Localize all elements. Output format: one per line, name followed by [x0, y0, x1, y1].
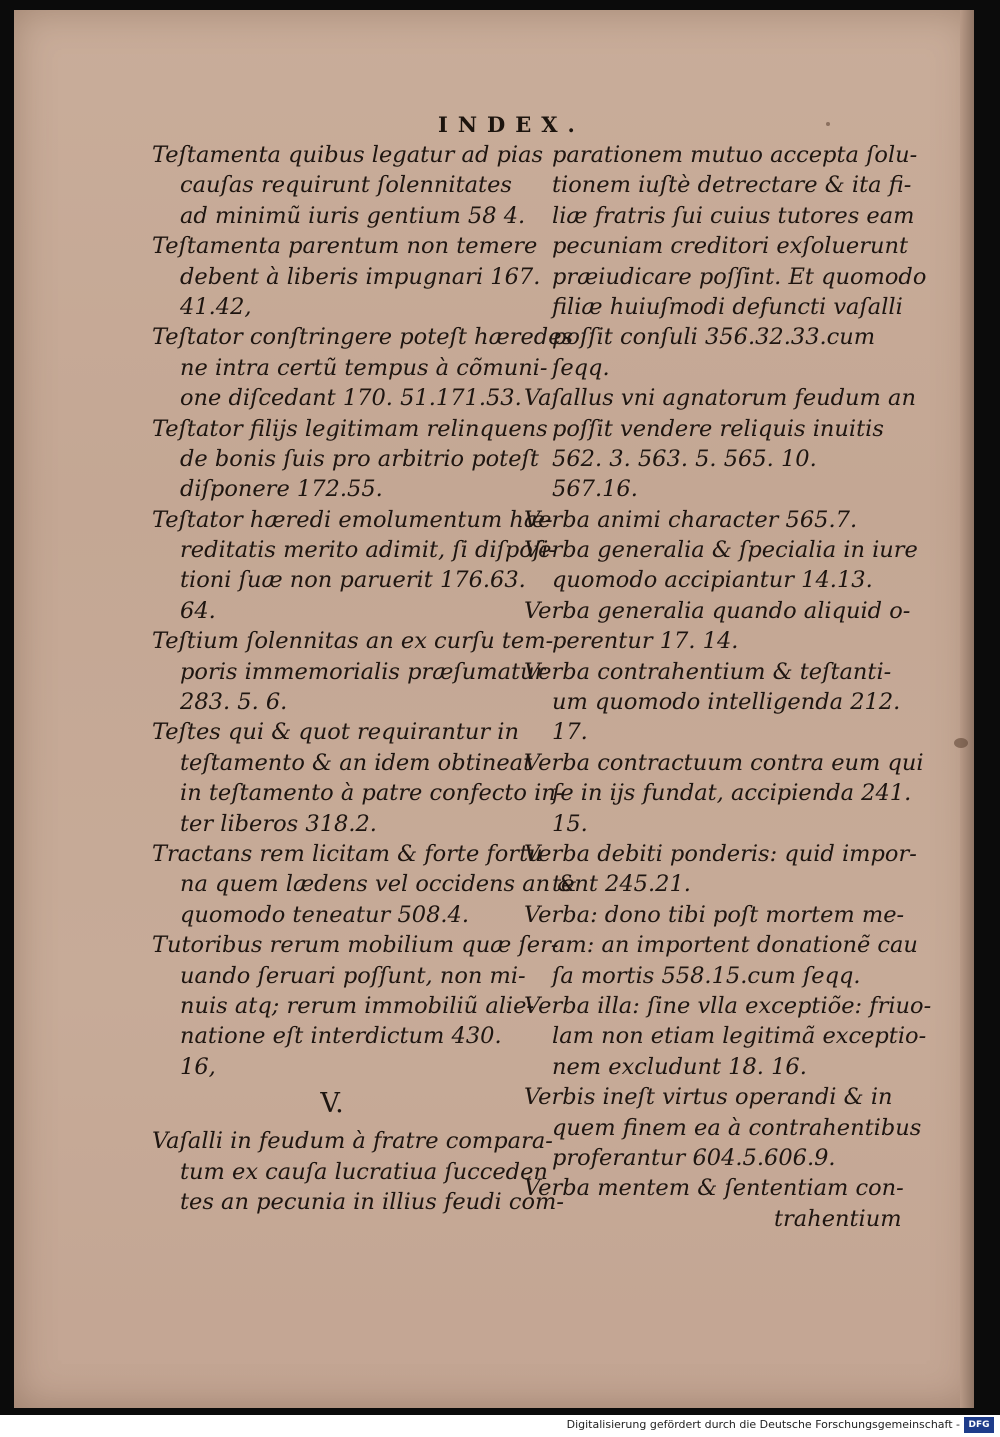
index-line: Teſtator conſtringere poteſt hæredes: [152, 324, 574, 351]
index-line: ſe in ijs fundat, accipienda 241.: [552, 780, 912, 807]
index-line: ſeqq.: [552, 354, 610, 381]
index-line: præiudicare poſſint. Et quomodo: [552, 263, 927, 290]
index-line: quem finem ea à contrahentibus: [552, 1114, 922, 1141]
index-line: Verbis ineſt virtus operandi & in: [524, 1084, 893, 1111]
index-line: lam non etiam legitimã exceptio-: [552, 1023, 927, 1050]
index-line: diſponere 172.55.: [180, 476, 383, 503]
footer-bar: [0, 1415, 1000, 1437]
index-line: Verba contractuum contra eum qui: [524, 749, 924, 776]
index-line: Verba animi character 565.7.: [524, 506, 858, 533]
index-line: Teſtator hæredi emolumentum hæ-: [152, 506, 553, 533]
index-line: 283. 5. 6.: [180, 689, 288, 716]
index-line: Vaſallus vni agnatorum feudum an: [524, 385, 916, 412]
ink-blot: [826, 122, 830, 126]
index-line: 562. 3. 563. 5. 565. 10.: [552, 445, 817, 472]
index-line: ſa mortis 558.15.cum ſeqq.: [552, 962, 861, 989]
index-column-left: [152, 140, 578, 1217]
index-line: natione eſt interdictum 430.: [180, 1023, 502, 1050]
index-line: 16,: [180, 1053, 216, 1080]
index-line: 15.: [552, 810, 588, 837]
index-line: reditatis merito adimit, ſi diſpoſi-: [180, 537, 556, 564]
index-line: de bonis ſuis pro arbitrio poteſt: [180, 445, 539, 472]
index-line: ne intra certũ tempus à cõmuni-: [180, 354, 548, 381]
index-line: cauſas requirunt ſolennitates: [180, 172, 512, 199]
index-line: Tractans rem licitam & forte fortu: [152, 840, 543, 867]
index-line: tioni ſuæ non paruerit 176.63.: [180, 567, 526, 594]
index-line: in teſtamento à patre confecto in-: [180, 780, 564, 807]
index-line: one diſcedant 170. 51.171.53.: [180, 385, 522, 412]
index-line: proferantur 604.5.606.9.: [552, 1144, 836, 1171]
index-column-right: [524, 140, 932, 1234]
index-line: 567.16.: [552, 476, 638, 503]
index-line: poſſit vendere reliquis inuitis: [552, 415, 884, 442]
index-line: Verba debiti ponderis: quid impor-: [524, 840, 917, 867]
index-line: poſſit conſuli 356.32.33.cum: [552, 324, 876, 351]
index-line: quomodo accipiantur 14.13.: [552, 567, 873, 594]
index-line: Tutoribus rerum mobilium quæ ſer-: [152, 932, 559, 959]
index-line: Verba generalia & ſpecialia in iure: [524, 537, 918, 564]
index-line: Teſtamenta parentum non temere: [152, 233, 538, 260]
index-line: ad minimũ iuris gentium 58 4.: [180, 202, 526, 229]
index-line: quomodo teneatur 508.4.: [180, 901, 470, 928]
catchword: trahentium: [774, 1205, 902, 1232]
index-line: Teſtes qui & quot requirantur in: [152, 719, 519, 746]
index-line: parationem mutuo accepta ſolu-: [552, 142, 918, 168]
index-line: teſtamento & an idem obtineat: [180, 749, 533, 776]
index-line: filiæ huiuſmodi defuncti vaſalli: [552, 293, 903, 320]
index-line: uando ſeruari poſſunt, non mi-: [180, 962, 526, 989]
index-line: poris immemorialis præſumatur: [180, 658, 546, 685]
index-line: na quem lædens vel occidens an &: [180, 871, 578, 898]
index-line: Verba illa: ſine vlla exceptiõe: friuo-: [524, 992, 932, 1019]
index-line: am: an importent donationẽ cau: [552, 932, 918, 959]
ink-blot: [954, 738, 968, 748]
index-line: Verba mentem & ſententiam con-: [524, 1175, 904, 1202]
section-letter: V.: [320, 1088, 344, 1120]
index-line: tum ex cauſa lucratiua ſucceden: [180, 1158, 548, 1185]
index-line: um quomodo intelligenda 212.: [552, 689, 901, 716]
index-line: debent à liberis impugnari 167.: [180, 263, 541, 290]
index-line: Teſtamenta quibus legatur ad pias: [152, 142, 544, 168]
page-edge: [960, 10, 974, 1408]
index-line: nem excludunt 18. 16.: [552, 1053, 807, 1080]
index-line: pecuniam creditori exſoluerunt: [552, 233, 909, 260]
index-line: Verba: dono tibi poſt mortem me-: [524, 901, 905, 928]
index-line: Verba generalia quando aliquid o-: [524, 597, 911, 624]
index-line: Teſtium ſolennitas an ex curſu tem-: [152, 628, 554, 655]
index-line: nuis atq; rerum immobiliũ alie-: [180, 992, 535, 1019]
index-line: Teſtator filijs legitimam relinquens: [152, 415, 548, 442]
index-line: Verba contrahentium & teſtanti-: [524, 658, 892, 685]
index-line: ter liberos 318.2.: [180, 810, 377, 837]
funding-credit: Digitalisierung gefördert durch die Deutsche Forschungsgemeinschaft -: [566, 1418, 960, 1431]
index-line: 17.: [552, 719, 588, 746]
index-line: 64.: [180, 597, 216, 624]
index-line: liæ fratris ſui cuius tutores eam: [552, 202, 915, 229]
index-line: tes an pecunia in illius feudi com-: [180, 1188, 564, 1215]
index-line: perentur 17. 14.: [552, 628, 739, 655]
running-header: INDEX.: [438, 112, 585, 137]
index-line: tent 245.21.: [552, 871, 691, 898]
index-line: Vaſalli in feudum à fratre compara-: [152, 1128, 553, 1155]
dfg-logo-icon: DFG: [964, 1417, 994, 1433]
index-line: tionem iuſtè detrectare & ita fi-: [552, 172, 912, 199]
index-line: 41.42,: [180, 293, 252, 320]
